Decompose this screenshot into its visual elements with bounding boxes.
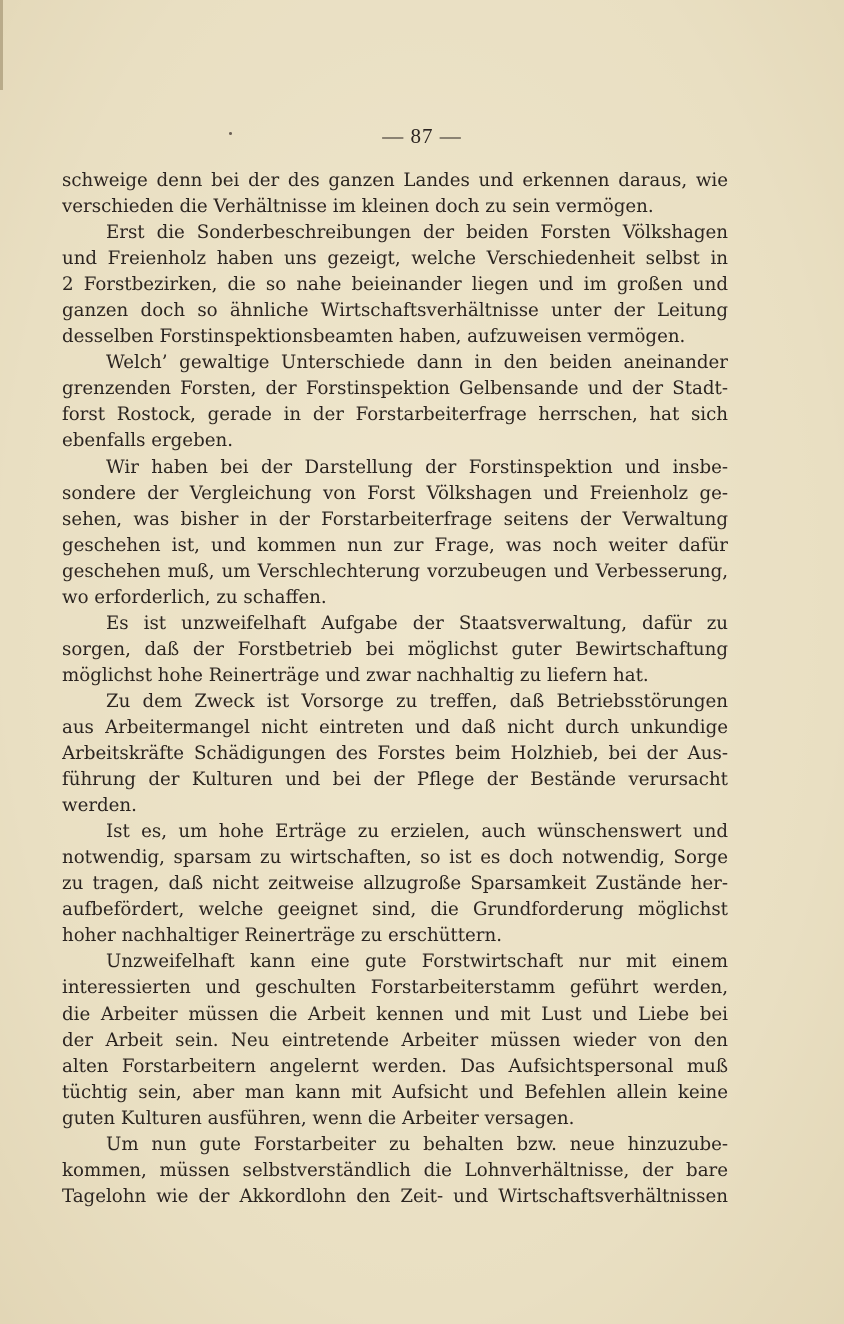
text-line: werden. <box>62 795 137 817</box>
text-line: forst Rostock, gerade in der Forstarbeiterfrage herrschen, hat sich <box>62 404 728 426</box>
text-line: Wir haben bei der Darstellung der Forstinspektion und insbe- <box>106 456 728 478</box>
text-line: notwendig, sparsam zu wirtschaften, so ist es doch notwendig, Sorge <box>62 847 728 869</box>
text-line: Ist es, um hohe Erträge zu erzielen, auch wünschenswert und <box>106 821 728 843</box>
text-line: Zu dem Zweck ist Vorsorge zu treffen, daß Betriebsstörungen <box>106 690 728 712</box>
text-line: tüchtig sein, aber man kann mit Aufsicht und Befehlen allein keine <box>62 1081 728 1103</box>
text-line: möglichst hohe Reinerträge und zwar nachhaltig zu liefern hat. <box>62 664 649 686</box>
text-line: Unzweifelhaft kann eine gute Forstwirtschaft nur mit einem <box>106 951 728 973</box>
text-line: ganzen doch so ähnliche Wirtschaftsverhältnisse unter der Leitung <box>62 300 728 322</box>
text-line: Erst die Sonderbeschreibungen der beiden Forsten Völkshagen <box>106 222 728 244</box>
text-line: führung der Kulturen und bei der Pflege der Bestände verursacht <box>62 769 728 791</box>
text-line: sehen, was bisher in der Forstarbeiterfrage seitens der Verwaltung <box>62 508 728 530</box>
text-line: Arbeitskräfte Schädigungen des Forstes beim Holzhieb, bei der Aus- <box>62 743 728 765</box>
text-line: schweige denn bei der des ganzen Landes und erkennen daraus, wie <box>62 170 728 191</box>
text-line: Um nun gute Forstarbeiter zu behalten bzw. neue hinzuzube- <box>106 1133 728 1155</box>
text-line: hoher nachhaltiger Reinerträge zu erschüttern. <box>62 925 502 947</box>
page-number: — 87 — <box>382 124 462 148</box>
text-line: der Arbeit sein. Neu eintretende Arbeiter müssen wieder von den <box>62 1029 728 1051</box>
text-line: interessierten und geschulten Forstarbeiterstamm geführt werden, <box>62 977 728 999</box>
text-line: wo erforderlich, zu schaffen. <box>62 586 327 608</box>
text-line: kommen, müssen selbstverständlich die Lohnverhältnisse, der bare <box>62 1159 728 1181</box>
text-line: zu tragen, daß nicht zeitweise allzugroße Sparsamkeit Zustände her- <box>62 873 728 895</box>
text-line: desselben Forstinspektionsbeamten haben, aufzuweisen vermögen. <box>62 326 686 348</box>
text-line: aus Arbeitermangel nicht eintreten und daß nicht durch unkundige <box>62 716 728 738</box>
text-line: grenzenden Forsten, der Forstinspektion Gelbensande und der Stadt- <box>62 378 728 400</box>
binding-edge <box>0 0 3 90</box>
body-text <box>62 168 728 1210</box>
text-line: die Arbeiter müssen die Arbeit kennen und mit Lust und Liebe bei <box>62 1003 728 1025</box>
text-line: aufbefördert, welche geeignet sind, die Grundforderung möglichst <box>62 899 728 921</box>
text-line: verschieden die Verhältnisse im kleinen doch zu sein vermögen. <box>62 196 654 218</box>
text-line: sorgen, daß der Forstbetrieb bei möglichst guter Bewirtschaftung <box>62 638 728 660</box>
text-line: sondere der Vergleichung von Forst Völkshagen und Freienholz ge- <box>62 482 728 504</box>
text-line: Tagelohn wie der Akkordlohn den Zeit- und Wirtschaftsverhältnissen <box>62 1185 728 1207</box>
text-line: ebenfalls ergeben. <box>62 430 233 452</box>
text-line: alten Forstarbeitern angelernt werden. Das Aufsichtspersonal muß <box>62 1055 728 1077</box>
text-line: geschehen muß, um Verschlechterung vorzubeugen und Verbesserung, <box>62 560 728 582</box>
text-line: und Freienholz haben uns gezeigt, welche Verschiedenheit selbst in <box>62 248 728 270</box>
text-line: guten Kulturen ausführen, wenn die Arbeiter versagen. <box>62 1107 575 1129</box>
text-line: geschehen ist, und kommen nun zur Frage, was noch weiter dafür <box>62 534 728 556</box>
text-line: Es ist unzweifelhaft Aufgabe der Staatsverwaltung, dafür zu <box>106 612 728 634</box>
text-line: Welch’ gewaltige Unterschiede dann in den beiden aneinander <box>106 352 728 374</box>
text-line: 2 Forstbezirken, die so nahe beieinander liegen und im großen und <box>62 274 728 296</box>
